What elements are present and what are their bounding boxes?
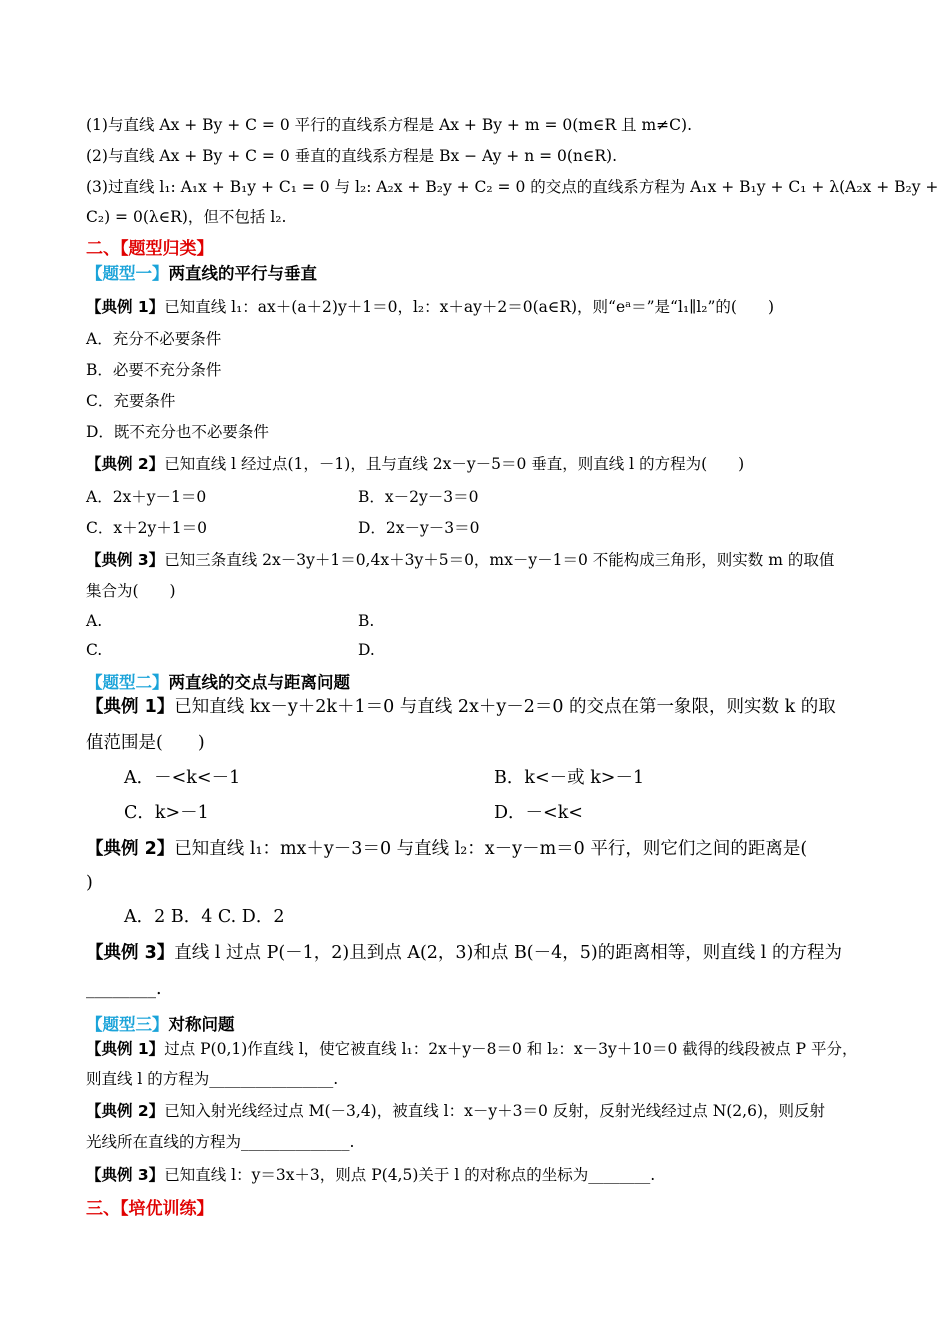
type1-example2 (86, 453, 744, 475)
type3-example1 (86, 1038, 858, 1060)
type3-tag: 【题型三】 (86, 1015, 169, 1034)
formula-intersection-line1: (3)过直线 l₁: A₁x + B₁y + C₁ = 0 与 l₂: A₂x + B₂y + C₂ = 0 的交点的直线系方程为 A₁x + B₁y + C₁ + λ(A₂x + B₂y + (86, 178, 939, 196)
example-label: 【典例 1】 (86, 697, 175, 717)
option-c: C．k>－1 (124, 803, 209, 823)
type2-title: 两直线的交点与距离问题 (168, 673, 350, 692)
option-c: C. (86, 641, 103, 659)
option-a: A．－<k<－1 (124, 768, 241, 788)
option-b: B．必要不充分条件 (86, 361, 222, 379)
example-stem: 已知直线 l 经过点(1，－1)，且与直线 2x－y－5＝0 垂直，则直线 l 的方程为( ) (164, 455, 745, 473)
section-heading-advanced-training: 三、【培优训练】 (86, 1199, 214, 1219)
example-stem: 已知入射光线经过点 M(－3,4)，被直线 l：x－y＋3＝0 反射，反射光线经过点 N(2,6)，则反射 (164, 1102, 825, 1120)
example-label: 【典例 3】 (86, 1166, 165, 1184)
formula-parallel: (1)与直线 Ax + By + C = 0 平行的直线系方程是 Ax + By + m = 0(m∈R 且 m≠C). (86, 116, 692, 134)
option-c: C．x＋2y＋1＝0 (86, 519, 207, 537)
example-stem: 已知直线 kx－y＋2k＋1＝0 与直线 2x＋y－2＝0 的交点在第一象限，则实数 k 的取 (174, 697, 836, 717)
example-label: 【典例 2】 (86, 839, 175, 859)
example-stem-continued: 则直线 l 的方程为________________. (86, 1070, 339, 1088)
formula-intersection-line2: C₂) = 0(λ∈R)，但不包括 l₂. (86, 208, 287, 226)
type3-example2 (86, 1100, 825, 1122)
example-label: 【典例 3】 (86, 551, 165, 569)
type2-example2 (86, 836, 807, 862)
example-stem-continued: ) (86, 873, 93, 893)
example-stem: 已知直线 l₁：ax＋(a＋2)y＋1＝0，l₂：x＋ay＋2＝0(a∈R)，则“eᵃ＝”是“l₁∥l₂”的( ) (164, 298, 775, 316)
answer-blank-line: ________. (86, 979, 162, 999)
option-d: D．既不充分也不必要条件 (86, 423, 269, 441)
type1-example3 (86, 549, 834, 571)
example-stem: 直线 l 过点 P(－1，2)且到点 A(2，3)和点 B(－4，5)的距离相等，则直线 l 的方程为 (174, 943, 842, 963)
type3-title: 对称问题 (168, 1015, 235, 1034)
options-row: A．2 B．4 C. D．2 (124, 907, 285, 927)
option-d: D．2x－y－3＝0 (358, 519, 480, 537)
example-label: 【典例 1】 (86, 1040, 165, 1058)
type2-tag: 【题型二】 (86, 673, 169, 692)
type1-heading (86, 262, 317, 286)
option-a: A．充分不必要条件 (86, 330, 222, 348)
type2-example1 (86, 694, 836, 720)
example-stem: 已知三条直线 2x－3y＋1＝0,4x＋3y＋5＝0，mx－y－1＝0 不能构成三角形，则实数 m 的取值 (164, 551, 835, 569)
example-label: 【典例 3】 (86, 943, 175, 963)
type1-title: 两直线的平行与垂直 (168, 264, 317, 283)
option-a: A. (86, 612, 103, 630)
type2-heading (86, 671, 350, 695)
option-c: C．充要条件 (86, 392, 176, 410)
option-d: D．－<k< (494, 803, 583, 823)
option-a: A．2x＋y－1＝0 (86, 488, 207, 506)
type1-tag: 【题型一】 (86, 264, 169, 283)
example-stem-continued: 集合为( ) (86, 582, 176, 600)
type1-example1 (86, 296, 774, 318)
example-stem: 已知直线 l：y＝3x＋3，则点 P(4,5)关于 l 的对称点的坐标为________. (164, 1166, 656, 1184)
formula-perpendicular: (2)与直线 Ax + By + C = 0 垂直的直线系方程是 Bx − Ay + n = 0(n∈R). (86, 147, 618, 165)
type2-example3 (86, 940, 842, 966)
option-d: D. (358, 641, 375, 659)
type3-heading (86, 1013, 235, 1037)
example-stem-continued: 值范围是( ) (86, 733, 205, 753)
example-stem-continued: 光线所在直线的方程为______________. (86, 1133, 355, 1151)
example-stem: 过点 P(0,1)作直线 l，使它被直线 l₁：2x＋y－8＝0 和 l₂：x－3y＋10＝0 截得的线段被点 P 平分， (164, 1040, 858, 1058)
section-heading-type-classification: 二、【题型归类】 (86, 239, 214, 259)
example-label: 【典例 2】 (86, 455, 165, 473)
type3-example3 (86, 1164, 655, 1186)
example-label: 【典例 1】 (86, 298, 165, 316)
example-label: 【典例 2】 (86, 1102, 165, 1120)
option-b: B．x－2y－3＝0 (358, 488, 479, 506)
example-stem: 已知直线 l₁：mx＋y－3＝0 与直线 l₂：x－y－m＝0 平行，则它们之间的距离是( (174, 839, 808, 859)
option-b: B. (358, 612, 375, 630)
option-b: B．k<－或 k>－1 (494, 768, 645, 788)
